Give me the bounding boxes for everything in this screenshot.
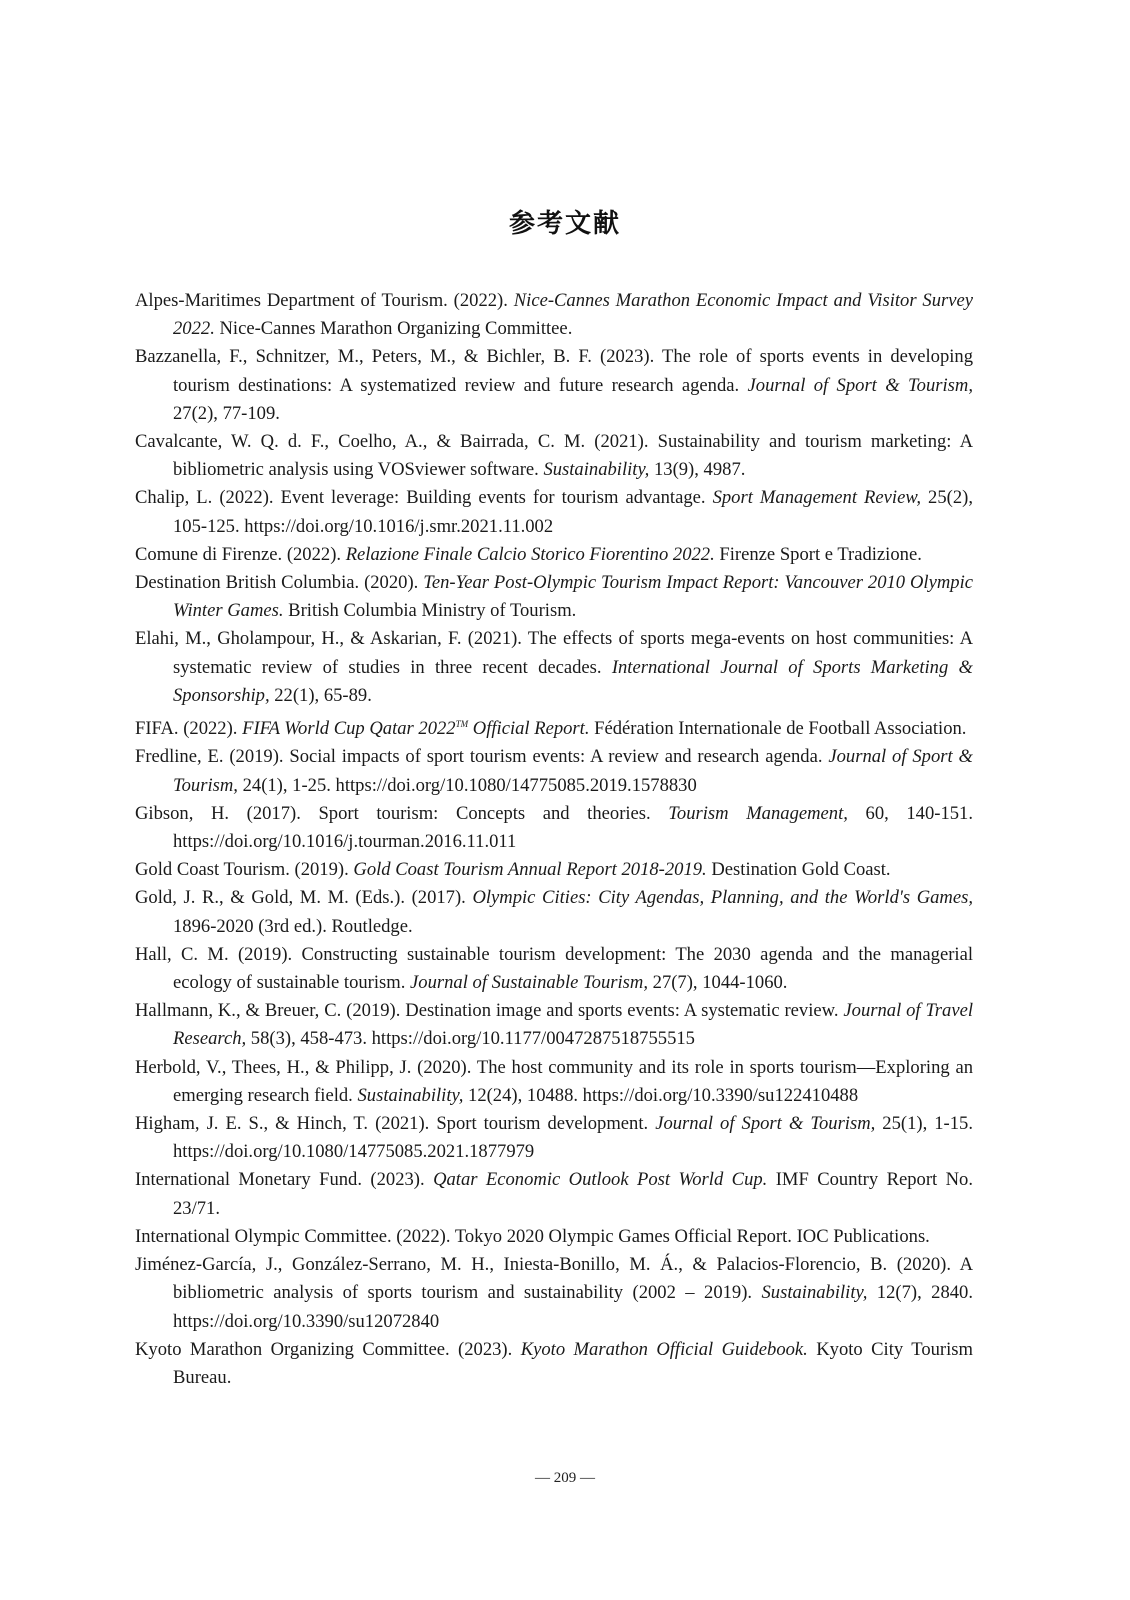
reference-entry — [135, 1223, 973, 1251]
reference-text: Firenze Sport e Tradizione. — [714, 543, 922, 565]
reference-text: 12(24), 10488. https://doi.org/10.3390/su122410488 — [463, 1084, 859, 1106]
reference-italic-text: Journal of Sport & Tourism, — [655, 1113, 876, 1135]
reference-italic-text: Qatar Economic Outlook Post World Cup. — [433, 1169, 768, 1191]
reference-text: Bazzanella, F., Schnitzer, M., Peters, M., & Bichler, B. F. (2023). The role of sports events in developing tourism destinations: A systematized review and future research agenda. — [135, 346, 973, 396]
reference-text: Destination British Columbia. (2020). — [135, 572, 424, 594]
reference-text: Destination Gold Coast. — [706, 859, 891, 881]
reference-italic-text: Nice-Cannes Marathon Economic Impact and Visitor Survey 2022. — [173, 290, 973, 340]
reference-text: 12(7), 2840. https://doi.org/10.3390/su12072840 — [173, 1282, 973, 1332]
reference-text: Gold Coast Tourism. (2019). — [135, 859, 354, 881]
reference-italic-text: Journal of Sport & Tourism, — [747, 374, 973, 396]
reference-entry — [135, 287, 973, 343]
reference-italic-text: Sustainability, — [357, 1084, 464, 1106]
reference-text: Fredline, E. (2019). Social impacts of sport tourism events: A review and research agenda. — [135, 746, 829, 768]
reference-italic-text: Tourism Management, — [668, 802, 848, 824]
reference-italic-text: Sport Management Review, — [712, 487, 921, 509]
reference-list — [135, 287, 973, 1392]
reference-text: Alpes-Maritimes Department of Tourism. (2022). — [135, 290, 514, 311]
reference-text: International Olympic Committee. (2022). Tokyo 2020 Olympic Games Official Report. IOC Publications. — [135, 1225, 930, 1247]
reference-text: Higham, J. E. S., & Hinch, T. (2021). Sport tourism development. — [135, 1113, 656, 1135]
reference-text: Kyoto Marathon Organizing Committee. (2023). — [135, 1338, 521, 1360]
reference-italic-text: Journal of Sport & Tourism, — [173, 746, 973, 796]
reference-text: 27(2), 77-109. — [173, 402, 280, 424]
reference-entry — [135, 1110, 973, 1166]
reference-text: 1896-2020 (3rd ed.). Routledge. — [173, 915, 413, 937]
reference-text: TM — [455, 719, 469, 730]
reference-text: FIFA. (2022). — [135, 718, 243, 740]
reference-entry — [135, 997, 973, 1053]
reference-entry — [135, 800, 973, 856]
reference-entry — [135, 1251, 973, 1336]
reference-italic-text: Ten-Year Post-Olympic Tourism Impact Report: Vancouver 2010 Olympic Winter Games. — [173, 572, 973, 622]
reference-text: IMF Country Report No. 23/71. — [173, 1169, 973, 1219]
reference-entry — [135, 484, 973, 540]
reference-italic-text: Relazione Finale Calcio Storico Fiorentino 2022. — [345, 543, 715, 565]
reference-text: 27(7), 1044-1060. — [648, 972, 788, 994]
reference-entry — [135, 1054, 973, 1110]
reference-italic-text: Kyoto Marathon Official Guidebook. — [520, 1338, 808, 1360]
reference-text: Jiménez-García, J., González-Serrano, M. H., Iniesta-Bonillo, M. Á., & Palacios-Florencio, B. (2020). A bibliometric analysis of sports tourism and sustainability (2002 – 2019). — [135, 1254, 973, 1304]
reference-entry — [135, 1166, 973, 1222]
reference-text: 60, 140-151. https://doi.org/10.1016/j.tourman.2016.11.011 — [173, 802, 973, 853]
reference-italic-text: Official Report. — [468, 718, 590, 740]
page-title: 参考文献 — [508, 209, 621, 240]
reference-italic-text: FIFA World Cup Qatar 2022 — [242, 718, 456, 740]
reference-entry — [135, 856, 973, 884]
reference-text: British Columbia Ministry of Tourism. — [283, 600, 577, 622]
reference-entry — [135, 884, 973, 940]
page-number: — 209 — — [535, 1470, 595, 1486]
reference-entry — [135, 343, 973, 428]
reference-entry — [135, 941, 973, 997]
reference-text: 13(9), 4987. — [649, 459, 746, 481]
reference-italic-text: Sustainability, — [543, 459, 650, 481]
reference-text: Hall, C. M. (2019). Constructing sustainable tourism development: The 2030 agenda and the managerial ecology of sustainable tourism. — [135, 943, 973, 994]
reference-text: Nice-Cannes Marathon Organizing Committee. — [214, 318, 573, 340]
reference-entry — [135, 625, 973, 710]
reference-entry — [135, 428, 973, 484]
reference-text: Gold, J. R., & Gold, M. M. (Eds.). (2017). — [135, 887, 473, 909]
reference-text: 24(1), 1-25. https://doi.org/10.1080/14775085.2019.1578830 — [237, 774, 697, 796]
reference-italic-text: International Journal of Sports Marketing & Sponsorship, — [173, 656, 973, 706]
reference-text: Elahi, M., Gholampour, H., & Askarian, F. (2021). The effects of sports mega-events on host communities: A systematic review of studies in three recent decades. — [135, 628, 973, 678]
reference-text: Chalip, L. (2022). Event leverage: Building events for tourism advantage. — [135, 487, 713, 509]
reference-text: Comune di Firenze. (2022). — [135, 543, 346, 565]
reference-text: 25(1), 1-15. https://doi.org/10.1080/14775085.2021.1877979 — [173, 1113, 973, 1163]
reference-entry — [135, 541, 973, 569]
reference-entry — [135, 710, 973, 743]
reference-italic-text: Gold Coast Tourism Annual Report 2018-2019. — [353, 859, 707, 881]
reference-text: Herbold, V., Thees, H., & Philipp, J. (2020). The host community and its role in sports tourism—Exploring an emerging research field. — [135, 1056, 973, 1106]
reference-text: 58(3), 458-473. https://doi.org/10.1177/0047287518755515 — [246, 1028, 695, 1050]
reference-text: Fédération Internationale de Football Association. — [589, 718, 967, 740]
reference-text: International Monetary Fund. (2023). — [135, 1169, 434, 1191]
reference-text: 25(2), 105-125. https://doi.org/10.1016/j.smr.2021.11.002 — [173, 487, 973, 537]
reference-entry — [135, 569, 973, 625]
reference-italic-text: Journal of Sustainable Tourism, — [410, 972, 648, 994]
reference-text: 22(1), 65-89. — [269, 684, 372, 706]
reference-text: Kyoto City Tourism Bureau. — [173, 1338, 973, 1388]
reference-entry — [135, 743, 973, 799]
reference-italic-text: Sustainability, — [761, 1282, 868, 1304]
reference-text: Gibson, H. (2017). Sport tourism: Concepts and theories. — [135, 802, 669, 824]
reference-italic-text: Journal of Travel Research, — [173, 1000, 973, 1050]
reference-text: Hallmann, K., & Breuer, C. (2019). Destination image and sports events: A systematic review. — [135, 1000, 844, 1022]
reference-italic-text: Olympic Cities: City Agendas, Planning, and the World's Games, — [472, 887, 973, 909]
reference-entry — [135, 1336, 973, 1392]
reference-text: Cavalcante, W. Q. d. F., Coelho, A., & Bairrada, C. M. (2021). Sustainability and tourism marketing: A bibliometric analysis using VOSviewer software. — [135, 431, 973, 481]
